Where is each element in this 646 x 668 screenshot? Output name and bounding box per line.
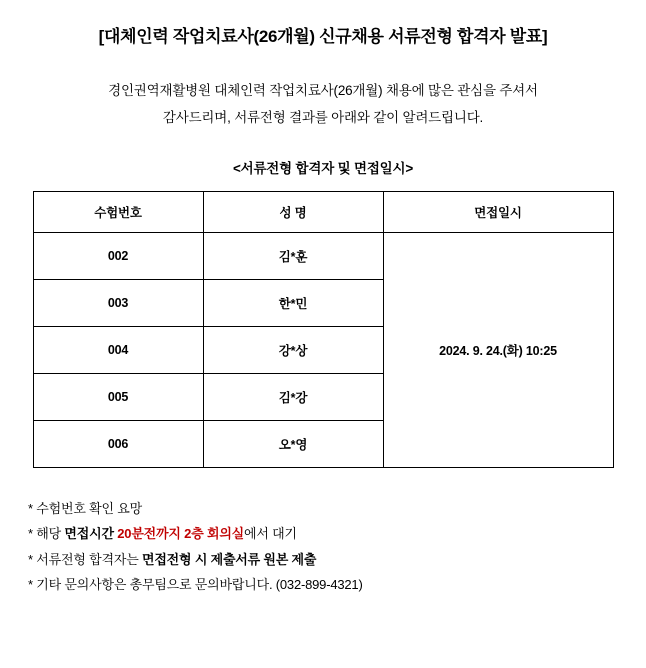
note-2-suffix: 에서 대기 [244, 526, 297, 542]
cell-applicant-name: 강*상 [203, 327, 383, 374]
cell-interview-datetime: 2024. 9. 24.(화) 10:25 [383, 233, 613, 468]
note-2-highlight: 20분전까지 2층 회의실 [117, 526, 245, 542]
intro-paragraph [0, 77, 646, 131]
column-header-number: 수험번호 [33, 192, 203, 233]
cell-exam-number: 003 [33, 280, 203, 327]
cell-applicant-name: 오*영 [203, 421, 383, 468]
page-title: [대체인력 작업치료사(26개월) 신규채용 서류전형 합격자 발표] [98, 27, 548, 46]
cell-exam-number: 004 [33, 327, 203, 374]
note-item-4: * 기타 문의사항은 총무팀으로 문의바랍니다. (032-899-4321) [28, 577, 363, 593]
cell-applicant-name: 김*훈 [203, 233, 383, 280]
note-item-2 [28, 521, 646, 546]
note-item-3 [28, 547, 646, 572]
note-2-bold: 면접시간 [64, 526, 118, 542]
note-3-bold: 면접전형 시 제출서류 원본 제출 [141, 551, 317, 567]
results-table [33, 191, 614, 468]
notes-list [28, 496, 646, 597]
document-page [0, 22, 646, 668]
intro-line-2: 감사드리며, 서류전형 결과를 아래와 같이 알려드립니다. [162, 110, 484, 125]
column-header-interview-time: 면접일시 [383, 192, 613, 233]
cell-exam-number: 002 [33, 233, 203, 280]
cell-applicant-name: 김*강 [203, 374, 383, 421]
note-2-prefix: * 해당 [28, 526, 65, 542]
table-header-row [33, 192, 613, 233]
table-row [33, 233, 613, 280]
cell-exam-number: 005 [33, 374, 203, 421]
cell-applicant-name: 한*민 [203, 280, 383, 327]
note-item-1: * 수험번호 확인 요망 [28, 501, 142, 516]
note-3-prefix: * 서류전형 합격자는 [28, 551, 142, 567]
intro-line-1: 경인권역재활병원 대체인력 작업치료사(26개월) 채용에 많은 관심을 주셔서 [108, 83, 538, 98]
cell-exam-number: 006 [33, 421, 203, 468]
column-header-name: 성 명 [203, 192, 383, 233]
section-subtitle: <서류전형 합격자 및 면접일시> [232, 161, 414, 176]
